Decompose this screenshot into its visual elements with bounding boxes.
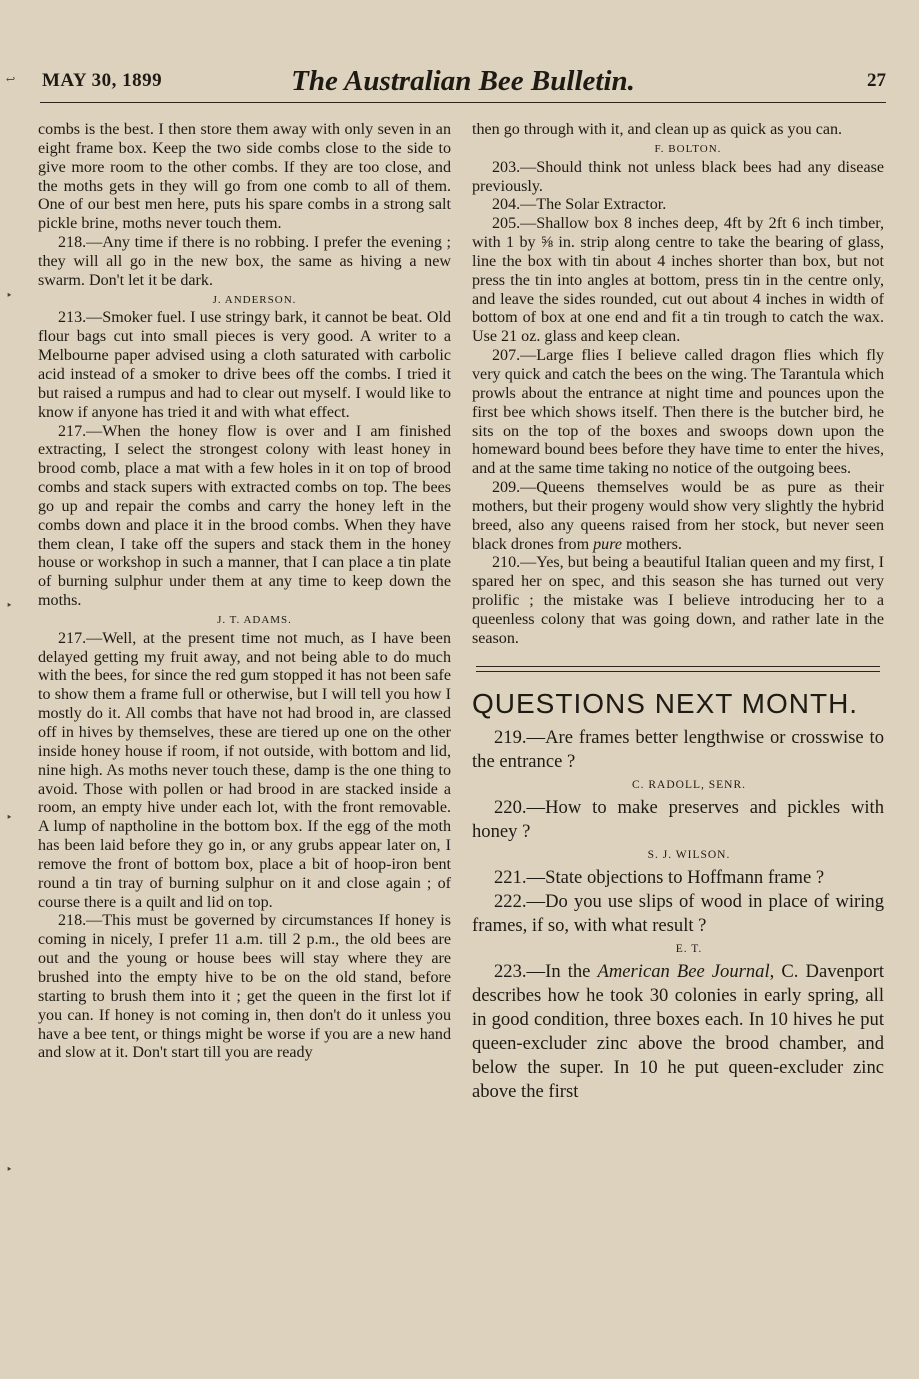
page-number: 27 bbox=[867, 70, 886, 91]
questions-heading: QUESTIONS NEXT MONTH. bbox=[472, 687, 859, 719]
margin-mark: ‣ bbox=[6, 1163, 13, 1176]
page-header bbox=[40, 64, 886, 103]
paragraph: 203.—Should think not unless black bees had any disease previously. bbox=[472, 158, 884, 195]
margin-mark: ‣ bbox=[6, 599, 13, 612]
section-divider bbox=[476, 666, 880, 672]
paragraph: then go through with it, and clean up as quick as you can. bbox=[472, 121, 843, 138]
author-signature: S. J. WILSON. bbox=[647, 848, 731, 861]
margin-mark: ‣ bbox=[6, 289, 13, 302]
question: 219.—Are frames better lengthwise or crosswise to the entrance ? bbox=[472, 726, 884, 772]
paragraph: 218.—This must be governed by circumstances If honey is coming in nicely, I prefer 11 a.m. till 2 p.m., the old bees are out and the young or house bees will stay where they are brushed into the empty hive to be on the old stand, before starting to brush them into it ; get the queen in the first lot if you can. If honey is not coming in, then don't do it unless you have a bee tent, or things might be worse if you are a new hand and slow at it. Don't start till you are ready bbox=[38, 912, 451, 1062]
paragraph: 218.—Any time if there is no robbing. I prefer the evening ; they will all go in the new box, the same as hiving a new swarm. Don't let it be dark. bbox=[38, 234, 451, 289]
question: 221.—State objections to Hoffmann frame ? bbox=[494, 866, 825, 888]
author-signature: E. T. bbox=[675, 942, 703, 955]
paragraph: combs is the best. I then store them away with only seven in an eight frame box. Keep the two side combs close to the side to give more room to the other combs. If they are too close, and the moths gets in they will go from one comb to all of them. One of our best men here, puts his spare combs in a strong salt pickle brine, moths never touch them. bbox=[38, 121, 451, 233]
text-run: , C. Davenport describes how he took 30 colonies in early spring, all in good condition, three boxes each. In 10 hives he put queen-excluder zinc above the brood chamber, and below the super. In 10 he put queen-excluder zinc above the first bbox=[472, 960, 884, 1102]
paragraph: 217.—Well, at the present time not much, as I have been delayed getting my fruit away, and not being able to do much with the bees, for since the red gum stopped it has not been safe to show them a frame full or otherwise, but I will tell you how I mostly do it. All combs that have not had brood in, are classed off in hives by themselves, these are tiered up one on the other inside honey house if room, if not outside, with bottom and lid, nine high. As moths never touch these, damp is the one thing to avoid. Those with pollen or had brood in are stacked inside a room, an empty hive under each lot, with the front removable. A lump of naptholine in the bottom box. If the egg of the moth has been laid before they go in, or any grubs appear later on, I remove the front of bottom box, place a bit of hoop-iron bent round a tin tray of burning sulphur on it and close again ; of course there is a quilt and lid on top. bbox=[38, 629, 451, 911]
paragraph: 210.—Yes, but being a beautiful Italian queen and my first, I spared her on spec, and this season she has turned out very prolific ; the mistake was I believe introducing her to a queenless colony that was going down, and rather late in the season. bbox=[472, 554, 884, 647]
question: 220.—How to make preserves and pickles with honey ? bbox=[472, 796, 884, 842]
author-signature: J. ANDERSON. bbox=[212, 293, 297, 306]
text-run: 223.—In the bbox=[494, 960, 598, 982]
author-signature: C. RADOLL, SENR. bbox=[631, 778, 747, 791]
paragraph: 207.—Large flies I believe called dragon flies which fly very quick and catch the bees on the wing. The Tarantula which prowls about the entrance at night time and pounces upon the first bee which shows itself. Then there is the butcher bird, he sits on the top of the boxes and swoops down upon the homeward bound bees before they have time to enter the hives, and at the same time taking no notice of the outgoing bees. bbox=[472, 347, 884, 478]
text-run: 209.—Queens themselves would be as pure as their mothers, but their progeny would show very slightly the hybrid breed, also any queens raised from her stock, but never seen black drones from bbox=[472, 479, 884, 553]
paragraph: 213.—Smoker fuel. I use stringy bark, it cannot be beat. Old flour bags cut into small pieces is very good. A writer to a Melbourne paper advised using a cloth saturated with carbolic acid instead of a smoker to drive bees off the combs. I tried it but raised a rumpus and had to clear out myself. I would like to know if anyone has tried it and with what effect. bbox=[38, 309, 451, 421]
publication-title: The Australian Bee Bulletin. bbox=[291, 65, 635, 97]
margin-mark: ‣ bbox=[6, 811, 13, 824]
emphasis: pure bbox=[593, 535, 623, 553]
questions-section bbox=[472, 726, 884, 1104]
right-column bbox=[472, 121, 884, 1104]
issue-date: MAY 30, 1899 bbox=[42, 70, 163, 91]
paragraph bbox=[472, 479, 884, 554]
text-run: mothers. bbox=[622, 535, 682, 553]
left-column bbox=[38, 121, 451, 1063]
paragraph: 204.—The Solar Extractor. bbox=[492, 196, 667, 214]
paragraph: 217.—When the honey flow is over and I am finished extracting, I select the strongest colony with least honey in brood comb, place a mat with a few holes in it on top of brood combs and stack supers with extracted combs on top. The bees go up and repair the combs and carry the honey left in the combs down and place it in the brood combs. When they have them clean, I take off the supers and stack them in the honey house or workshop in such a manner, that I can place a tin plate of burning sulphur under them at any time to keep down the moths. bbox=[38, 422, 451, 610]
question: 222.—Do you use slips of wood in place of wiring frames, if so, with what result ? bbox=[472, 890, 884, 936]
margin-mark: ↩ bbox=[6, 73, 16, 86]
paragraph: 205.—Shallow box 8 inches deep, 4ft by 2ft 6 inch timber, with 1 by ⅝ in. strip along centre to take the bearing of glass, line the box with tin about 4 inches shorter than box, but not press the tin into angles at bottom, press tin in the centre only, and leave the sides rounded, cut out about 4 inches in width of bottom of box at one end and fit a tin trough to catch the wax. Use 21 oz. glass and keep clean. bbox=[472, 215, 884, 346]
author-signature: F. BOLTON. bbox=[654, 142, 722, 155]
author-signature: J. T. ADAMS. bbox=[217, 613, 292, 626]
emphasis: American Bee Journal bbox=[597, 960, 770, 982]
question bbox=[472, 960, 884, 1104]
